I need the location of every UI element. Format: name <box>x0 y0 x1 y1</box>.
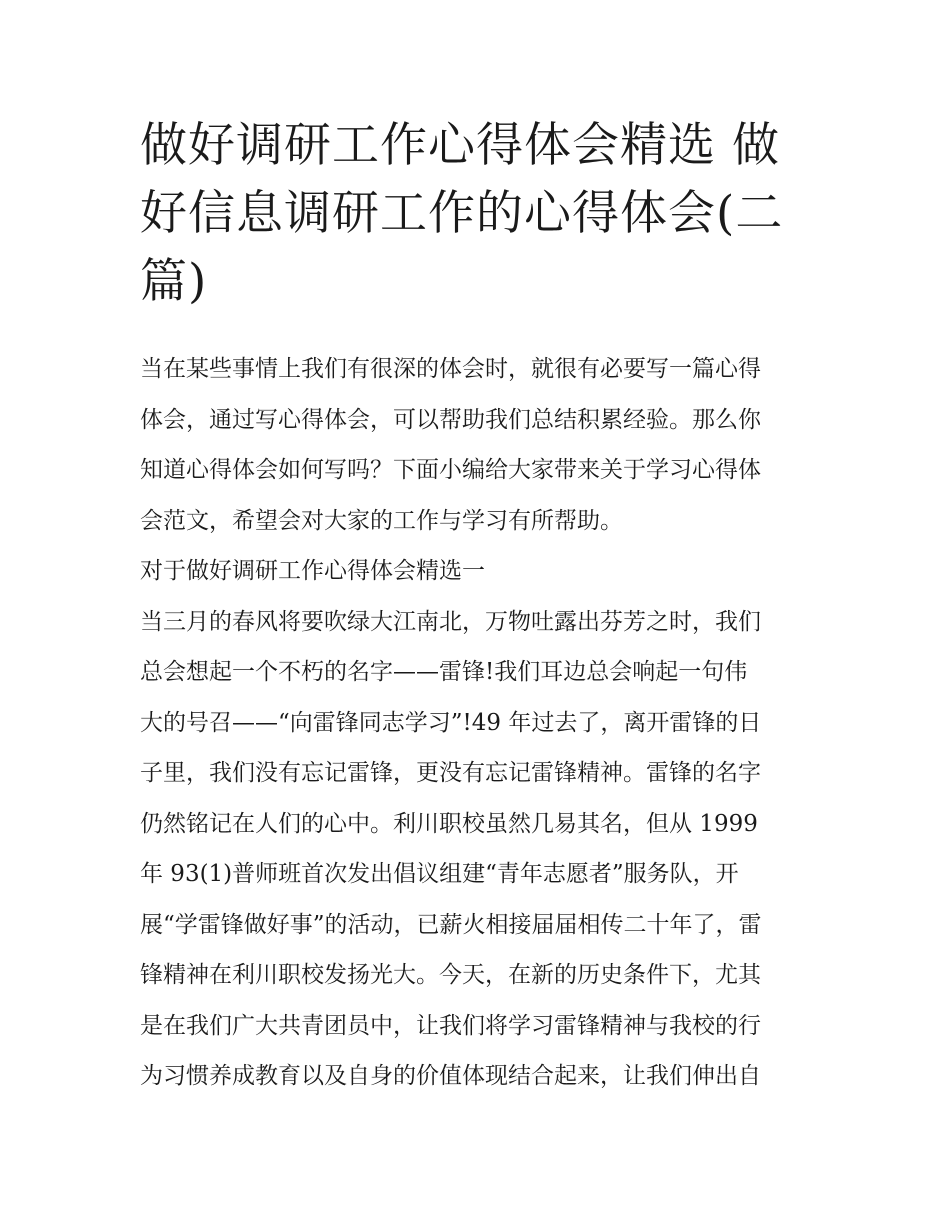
body-line-10: 为习惯养成教育以及自身的价值体现结合起来，让我们伸出自 <box>140 1063 761 1089</box>
body-line-6: 年 93(1)普师班首次发出倡议组建“青年志愿者”服务队，开 <box>140 861 739 887</box>
document-page <box>140 112 812 1102</box>
intro-line-4: 会范文，希望会对大家的工作与学习有所帮助。 <box>140 507 623 534</box>
body-line-3: 大的号召——“向雷锋同志学习”!49 年过去了，离开雷锋的日 <box>140 709 762 736</box>
body-line-1: 当三月的春风将要吹绿大江南北，万物吐露出芬芳之时，我们 <box>140 608 761 635</box>
intro-line-3: 知道心得体会如何写吗？下面小编给大家带来关于学习心得体 <box>140 457 761 483</box>
body-line-2: 总会想起一个不朽的名字——雷锋!我们耳边总会响起一句伟 <box>140 659 748 685</box>
title-line-2: 好信息调研工作的心得体会(二 <box>140 186 784 241</box>
title-line-3: 篇) <box>140 254 208 309</box>
body-line-7: 展“学雷锋做好事”的活动，已薪火相接届届相传二十年了，雷 <box>140 911 762 938</box>
body-line-4: 子里，我们没有忘记雷锋，更没有忘记雷锋精神。雷锋的名字 <box>140 760 761 786</box>
document-title <box>140 112 812 316</box>
body-line-9: 是在我们广大共青团员中，让我们将学习雷锋精神与我校的行 <box>140 1012 761 1039</box>
document-body <box>140 344 812 1102</box>
body-line-8: 锋精神在利川职校发扬光大。今天，在新的历史条件下，尤其 <box>140 962 761 988</box>
intro-line-1: 当在某些事情上我们有很深的体会时，就很有必要写一篇心得 <box>140 356 761 382</box>
section-heading: 对于做好调研工作心得体会精选一 <box>140 558 485 584</box>
title-line-1: 做好调研工作心得体会精选 做 <box>140 118 780 173</box>
body-line-5: 仍然铭记在人们的心中。利川职校虽然几易其名，但从 1999 <box>140 810 758 837</box>
intro-line-2: 体会，通过写心得体会，可以帮助我们总结积累经验。那么你 <box>140 406 761 433</box>
